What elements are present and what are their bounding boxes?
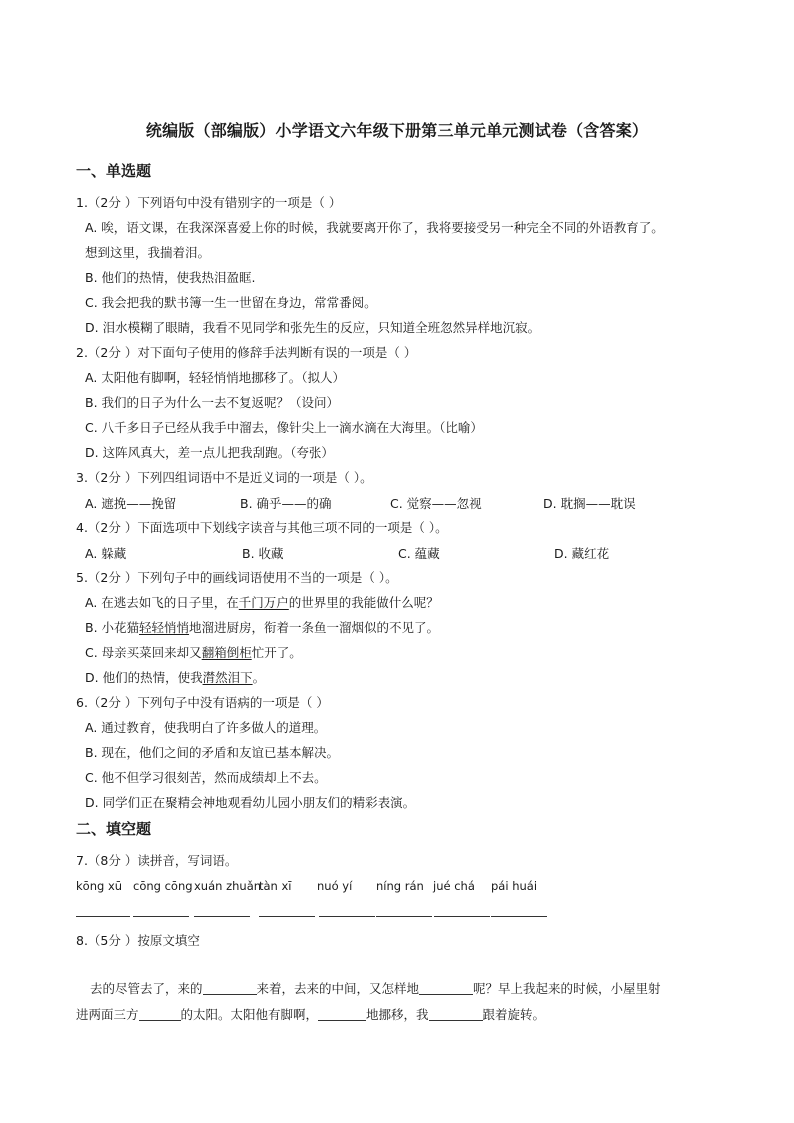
cloze-text: 来着，去来的中间，又怎样地 bbox=[256, 981, 420, 996]
underlined-char: 藏 bbox=[571, 546, 585, 561]
question-3-option-b: B. 确乎——的确 bbox=[240, 496, 332, 511]
question-6-option-a: A. 通过教育，使我明白了许多做人的道理。 bbox=[85, 720, 327, 735]
pinyin-word-3: xuán zhuǎn bbox=[194, 879, 262, 893]
answer-blank[interactable] bbox=[194, 916, 250, 917]
option-text: 忙开了。 bbox=[251, 645, 302, 660]
option-text: D. 他们的热情，使我 bbox=[85, 670, 203, 685]
pinyin-word-2: cōng cōng bbox=[133, 879, 193, 893]
question-4-option-d bbox=[554, 544, 609, 562]
question-4-option-c bbox=[398, 544, 440, 562]
section-heading-single-choice: 一、单选题 bbox=[76, 162, 152, 180]
underlined-phrase: 轻轻悄悄 bbox=[139, 620, 190, 635]
cloze-text: 呢？早上我起来的时候，小屋里射 bbox=[473, 981, 661, 996]
cloze-blank[interactable] bbox=[139, 1006, 181, 1021]
option-text: B. 小花猫 bbox=[85, 620, 140, 635]
question-2-option-a: A. 太阳他有脚啊，轻轻悄悄地挪移了。（拟人） bbox=[85, 370, 346, 385]
cloze-text: 地挪移，我 bbox=[366, 1007, 429, 1022]
option-text: 的世界里的我能做什么呢？ bbox=[288, 595, 439, 610]
question-2-option-d: D. 这阵风真大，差一点儿把我刮跑。（夸张） bbox=[85, 445, 334, 460]
question-4-option-a bbox=[85, 544, 126, 562]
page-title: 统编版（部编版）小学语文六年级下册第三单元单元测试卷（含答案） bbox=[145, 121, 649, 140]
question-6-option-c: C. 他不但学习很刻苦，然而成绩却上不去。 bbox=[85, 770, 327, 785]
option-text: 红花 bbox=[584, 546, 610, 561]
option-text: A. 躲 bbox=[85, 546, 114, 561]
cloze-text: 进两面三方 bbox=[76, 1007, 139, 1022]
answer-blank[interactable] bbox=[76, 916, 130, 917]
underlined-phrase: 翻箱倒柜 bbox=[201, 645, 252, 660]
question-6-option-d: D. 同学们正在聚精会神地观看幼儿园小朋友们的精彩表演。 bbox=[85, 795, 416, 810]
section-heading-fill-blank: 二、填空题 bbox=[76, 820, 152, 838]
cloze-blank[interactable] bbox=[419, 980, 473, 995]
question-3-option-d: D. 耽搁——耽误 bbox=[543, 496, 636, 511]
question-1-stem: 1.（2分 ）下列语句中没有错别字的一项是（ ） bbox=[76, 195, 342, 210]
cloze-paragraph bbox=[76, 976, 724, 1028]
question-5-option-a bbox=[85, 594, 439, 612]
answer-blank[interactable] bbox=[434, 916, 490, 917]
question-6-option-b: B. 现在，他们之间的矛盾和友谊已基本解决。 bbox=[85, 745, 340, 760]
option-text: D. bbox=[554, 546, 572, 561]
question-2-stem: 2.（2分 ）对下面句子使用的修辞手法判断有误的一项是（ ） bbox=[76, 345, 417, 360]
question-2-option-c: C. 八千多日子已经从我手中溜去，像针尖上一滴水滴在大海里。（比喻） bbox=[85, 420, 483, 435]
pinyin-word-6: níng rán bbox=[376, 879, 424, 893]
cloze-blank[interactable] bbox=[203, 980, 257, 995]
answer-blank[interactable] bbox=[133, 916, 189, 917]
underlined-char: 藏 bbox=[427, 546, 440, 561]
question-3-option-a: A. 遮挽——挽留 bbox=[85, 496, 177, 511]
question-5-stem: 5.（2分 ）下列句子中的画线词语使用不当的一项是（ ）。 bbox=[76, 570, 398, 585]
question-1-option-c: C. 我会把我的默书簿一生一世留在身边，常常番阅。 bbox=[85, 295, 377, 310]
underlined-phrase: 千门万户 bbox=[238, 595, 289, 610]
option-text: C. 母亲买菜回来却又 bbox=[85, 645, 202, 660]
cloze-text: 跟着旋转。 bbox=[482, 1007, 546, 1022]
question-1-option-a: A. 唉，语文课，在我深深喜爱上你的时候，我就要离开你了，我将要接受另一种完全不同的外语教育了。 bbox=[85, 220, 664, 235]
answer-blank[interactable] bbox=[491, 916, 547, 917]
question-1-option-d: D. 泪水模糊了眼睛，我看不见同学和张先生的反应，只知道全班忽然异样地沉寂。 bbox=[85, 320, 541, 335]
question-4-option-b bbox=[242, 544, 284, 562]
cloze-blank[interactable] bbox=[429, 1006, 483, 1021]
option-text: 地溜进厨房，衔着一条鱼一溜烟似的不见了。 bbox=[189, 620, 440, 635]
question-1-option-a-cont: 想到这里，我揣着泪。 bbox=[85, 245, 211, 260]
question-3-option-c: C. 觉察——忽视 bbox=[390, 496, 482, 511]
question-2-option-b: B. 我们的日子为什么一去不复返呢？（设问） bbox=[85, 395, 340, 410]
answer-blank[interactable] bbox=[376, 916, 432, 917]
answer-blank[interactable] bbox=[259, 916, 315, 917]
question-5-option-b bbox=[85, 619, 439, 637]
pinyin-word-8: pái huái bbox=[491, 879, 538, 893]
answer-blank[interactable] bbox=[319, 916, 375, 917]
cloze-text: 去的尽管去了，来的 bbox=[90, 981, 203, 996]
option-text: C. 蕴 bbox=[398, 546, 428, 561]
answer-blanks bbox=[76, 906, 556, 920]
question-3-stem: 3.（2分 ）下列四组词语中不是近义词的一项是（ ）。 bbox=[76, 470, 373, 485]
pinyin-word-5: nuó yí bbox=[317, 879, 353, 893]
underlined-char: 藏 bbox=[271, 546, 284, 561]
question-1-option-b: B. 他们的热情，使我热泪盈眶. bbox=[85, 270, 256, 285]
cloze-text: 的太阳。太阳他有脚啊， bbox=[180, 1007, 319, 1022]
pinyin-row bbox=[76, 879, 636, 897]
pinyin-word-1: kōng xū bbox=[76, 879, 123, 893]
option-text: A. 在逃去如飞的日子里，在 bbox=[85, 595, 239, 610]
option-text: B. 收 bbox=[242, 546, 272, 561]
question-4-stem: 4.（2分 ）下面选项中下划线字读音与其他三项不同的一项是（ ）。 bbox=[76, 520, 448, 535]
question-8-stem: 8.（5分 ）按原文填空 bbox=[76, 933, 200, 948]
underlined-char: 藏 bbox=[113, 546, 127, 561]
question-6-stem: 6.（2分 ）下列句子中没有语病的一项是（ ） bbox=[76, 695, 329, 710]
option-text: 。 bbox=[252, 670, 266, 685]
cloze-blank[interactable] bbox=[318, 1006, 366, 1021]
underlined-phrase: 潸然泪下 bbox=[202, 670, 253, 685]
question-7-stem: 7.（8分 ）读拼音，写词语。 bbox=[76, 853, 238, 868]
question-5-option-c bbox=[85, 644, 302, 662]
pinyin-word-7: jué chá bbox=[433, 879, 475, 893]
question-5-option-d bbox=[85, 669, 265, 687]
pinyin-word-4: tàn xī bbox=[259, 879, 292, 893]
